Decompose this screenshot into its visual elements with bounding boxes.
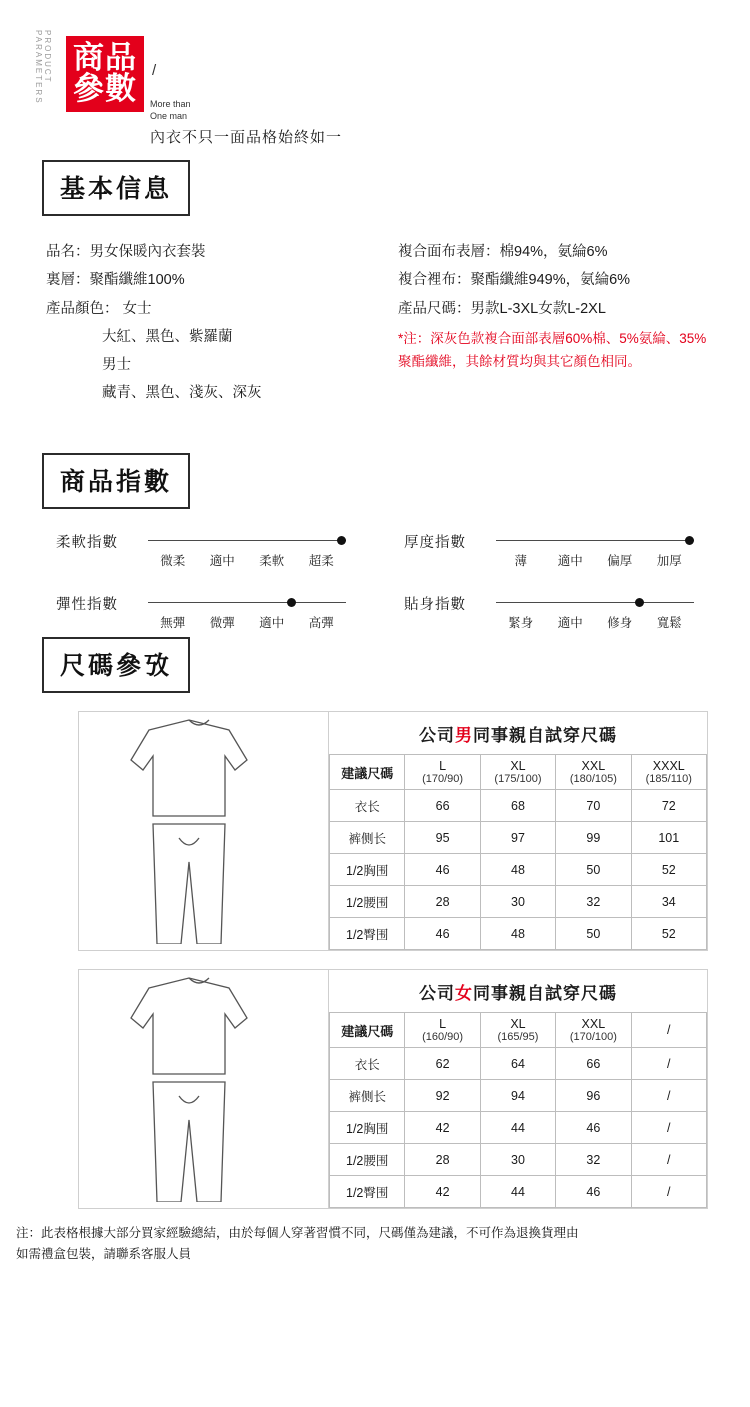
footer-note-line-1: 注：此表格根據大部分買家經驗總結，由於每個人穿著習慣不同，尺碼僅為建議，不可作為退換貨理由 xyxy=(16,1226,579,1240)
page-header xyxy=(0,0,750,160)
women-size-table xyxy=(329,1012,707,1208)
cell: 46 xyxy=(556,1176,631,1208)
col-name: XXXL xyxy=(652,759,685,773)
row-label: 裤侧长 xyxy=(330,822,405,854)
english-subtitle-line-1: More than xyxy=(150,99,191,109)
table-row xyxy=(330,822,707,854)
tick: 加厚 xyxy=(656,554,682,568)
cell: 66 xyxy=(556,1048,631,1080)
cell: 44 xyxy=(480,1176,555,1208)
men-colors-line: 藏青、黑色、淺灰、深灰 xyxy=(102,385,262,402)
col-sub: (170/100) xyxy=(569,1031,617,1043)
corner-cell: 建議尺碼 xyxy=(330,755,405,790)
row-label: 1/2腰围 xyxy=(330,1144,405,1176)
col-sub: (160/90) xyxy=(422,1031,464,1043)
male-garment-illustration xyxy=(79,712,329,944)
table-row xyxy=(330,790,707,822)
product-index-section-header xyxy=(0,453,750,509)
basic-info-section-header xyxy=(0,160,750,216)
cell: 42 xyxy=(405,1112,480,1144)
cell: 42 xyxy=(405,1176,480,1208)
footer-note xyxy=(16,1223,734,1266)
column-header xyxy=(480,1013,555,1048)
title-suffix: 同事親自試穿尺碼 xyxy=(473,984,617,1003)
index-softness-marker xyxy=(337,536,346,545)
table-row xyxy=(330,1048,707,1080)
cell: / xyxy=(631,1176,706,1208)
men-table-area xyxy=(329,712,707,950)
index-softness-track xyxy=(148,540,346,541)
title-suffix: 同事親自試穿尺碼 xyxy=(473,726,617,745)
col-name: / xyxy=(667,1023,671,1037)
index-elasticity-label: 彈性指數 xyxy=(56,597,118,613)
index-thickness-track xyxy=(496,540,694,541)
column-header xyxy=(631,1013,706,1048)
size-ref-section-header xyxy=(0,637,750,693)
badge-line-2: 參數 xyxy=(73,71,137,107)
cell: 46 xyxy=(556,1112,631,1144)
row-label: 1/2臀围 xyxy=(330,1176,405,1208)
cell: 50 xyxy=(556,918,631,950)
title-prefix: 公司 xyxy=(419,984,455,1003)
size-table-men xyxy=(78,711,708,951)
cell: 92 xyxy=(405,1080,480,1112)
table-row xyxy=(330,886,707,918)
tick: 微彈 xyxy=(209,616,235,630)
row-label: 1/2胸围 xyxy=(330,1112,405,1144)
table-row xyxy=(330,1144,707,1176)
index-fit-label: 貼身指數 xyxy=(404,597,466,613)
title-highlight: 男 xyxy=(455,726,473,745)
tick: 緊身 xyxy=(508,616,534,630)
title-highlight: 女 xyxy=(455,984,473,1003)
column-header xyxy=(480,755,555,790)
col-name: L xyxy=(439,1017,447,1031)
cell: 96 xyxy=(556,1080,631,1112)
basic-info-block xyxy=(0,238,750,453)
english-subtitle xyxy=(150,98,191,122)
tick: 寬鬆 xyxy=(656,616,682,630)
row-label: 1/2腰围 xyxy=(330,886,405,918)
col-sub: (180/105) xyxy=(569,773,617,785)
size-table-women xyxy=(78,969,708,1209)
tick: 薄 xyxy=(514,554,527,568)
row-label: 1/2臀围 xyxy=(330,918,405,950)
row-label: 裤侧长 xyxy=(330,1080,405,1112)
cell: 30 xyxy=(480,1144,555,1176)
corner-cell: 建議尺碼 xyxy=(330,1013,405,1048)
cell: 32 xyxy=(556,1144,631,1176)
cell: / xyxy=(631,1144,706,1176)
cell: 46 xyxy=(405,918,480,950)
tick: 高彈 xyxy=(308,616,334,630)
column-header xyxy=(631,755,706,790)
index-fit-ticks xyxy=(496,613,694,631)
cell: 62 xyxy=(405,1048,480,1080)
cell: 94 xyxy=(480,1080,555,1112)
men-figure xyxy=(79,712,329,950)
index-softness-ticks xyxy=(148,551,346,569)
table-row xyxy=(330,1176,707,1208)
table-row xyxy=(330,918,707,950)
cell: 30 xyxy=(480,886,555,918)
index-thickness-label: 厚度指數 xyxy=(404,535,466,551)
vertical-product-parameters-label: PRODUCT PARAMETERS xyxy=(34,30,52,105)
col-name: XXL xyxy=(581,759,606,773)
cell: 34 xyxy=(631,886,706,918)
men-size-table xyxy=(329,754,707,950)
fabric-note: *注：深灰色款複合面部表層60%棉、5%氨綸、35%聚酯纖維，其餘材質均與其它顏色相同。 xyxy=(398,330,707,370)
tick: 修身 xyxy=(607,616,633,630)
women-colors-line: 大紅、黑色、紫羅蘭 xyxy=(102,328,233,345)
tick: 適中 xyxy=(557,616,583,630)
tick: 超柔 xyxy=(308,554,334,568)
cell: 97 xyxy=(480,822,555,854)
index-softness-label: 柔軟指數 xyxy=(56,535,118,551)
table-header-row xyxy=(330,1013,707,1048)
cell: 52 xyxy=(631,854,706,886)
index-fit-marker xyxy=(635,598,644,607)
col-name: L xyxy=(439,759,447,773)
cell: 50 xyxy=(556,854,631,886)
index-elasticity-marker xyxy=(287,598,296,607)
lining-line: 裏層：聚酯纖維100% xyxy=(46,272,185,289)
row-label: 1/2胸围 xyxy=(330,854,405,886)
cell: 46 xyxy=(405,854,480,886)
index-elasticity-track xyxy=(148,602,346,603)
tick: 適中 xyxy=(259,616,285,630)
cell: 52 xyxy=(631,918,706,950)
cell: 66 xyxy=(405,790,480,822)
slash-divider: / xyxy=(152,62,157,79)
cell: 48 xyxy=(480,854,555,886)
men-table-title xyxy=(329,712,707,754)
cell: 32 xyxy=(556,886,631,918)
badge-line-1: 商品 xyxy=(73,40,137,76)
women-table-area xyxy=(329,970,707,1208)
tick: 適中 xyxy=(557,554,583,568)
fabric-surface-line: 複合面布表層：棉94%，氨綸6% xyxy=(398,244,608,260)
cell: 64 xyxy=(480,1048,555,1080)
tick: 適中 xyxy=(209,554,235,568)
cell: 28 xyxy=(405,1144,480,1176)
product-name-line: 品名：男女保暖內衣套裝 xyxy=(46,244,206,260)
header-tagline: 內衣不只一面品格始終如一 xyxy=(150,129,343,146)
cell: 70 xyxy=(556,790,631,822)
product-index-block xyxy=(0,517,750,635)
size-ref-title: 尺碼參攷 xyxy=(42,637,190,693)
title-prefix: 公司 xyxy=(419,726,455,745)
basic-info-title: 基本信息 xyxy=(42,160,190,216)
cell: 95 xyxy=(405,822,480,854)
product-parameters-badge xyxy=(66,36,144,112)
english-subtitle-line-2: One man xyxy=(150,111,188,122)
column-header xyxy=(405,755,480,790)
cell: 72 xyxy=(631,790,706,822)
basic-info-right-column xyxy=(398,238,718,374)
cell: 28 xyxy=(405,886,480,918)
basic-info-left-column xyxy=(46,238,366,408)
col-sub: (165/95) xyxy=(497,1031,539,1043)
cell: 99 xyxy=(556,822,631,854)
index-fit-track xyxy=(496,602,694,603)
table-header-row xyxy=(330,755,707,790)
column-header xyxy=(556,1013,631,1048)
female-garment-illustration xyxy=(79,970,329,1202)
col-name: XL xyxy=(510,759,526,773)
cell: / xyxy=(631,1048,706,1080)
row-label: 衣长 xyxy=(330,790,405,822)
cell: 101 xyxy=(631,822,706,854)
product-color-line: 產品顏色： 女士 xyxy=(46,300,152,317)
footer-note-line-2: 如需禮盒包裝，請聯系客服人員 xyxy=(16,1247,192,1262)
col-sub: (175/100) xyxy=(494,773,542,785)
column-header xyxy=(556,755,631,790)
fabric-inner-line: 複合裡布：聚酯纖維949%，氨綸6% xyxy=(398,272,631,289)
col-name: XL xyxy=(510,1017,526,1031)
table-row xyxy=(330,854,707,886)
cell: 68 xyxy=(480,790,555,822)
index-thickness-ticks xyxy=(496,551,694,569)
product-sizes-line: 產品尺碼：男款L-3XL女款L-2XL xyxy=(398,300,606,317)
tick: 微柔 xyxy=(160,554,186,568)
table-row xyxy=(330,1112,707,1144)
col-sub: (170/90) xyxy=(422,773,464,785)
product-index-title: 商品指數 xyxy=(42,453,190,509)
row-label: 衣长 xyxy=(330,1048,405,1080)
index-elasticity-ticks xyxy=(148,613,346,631)
women-figure xyxy=(79,970,329,1208)
table-row xyxy=(330,1080,707,1112)
cell: / xyxy=(631,1112,706,1144)
cell: / xyxy=(631,1080,706,1112)
col-sub: (185/110) xyxy=(645,773,692,785)
tick: 無彈 xyxy=(160,616,186,630)
column-header xyxy=(405,1013,480,1048)
women-table-title xyxy=(329,970,707,1012)
cell: 44 xyxy=(480,1112,555,1144)
men-label-line: 男士 xyxy=(102,357,131,374)
tick: 偏厚 xyxy=(607,554,633,568)
col-name: XXL xyxy=(581,1017,606,1031)
index-thickness-marker xyxy=(685,536,694,545)
tick: 柔軟 xyxy=(259,554,285,568)
cell: 48 xyxy=(480,918,555,950)
